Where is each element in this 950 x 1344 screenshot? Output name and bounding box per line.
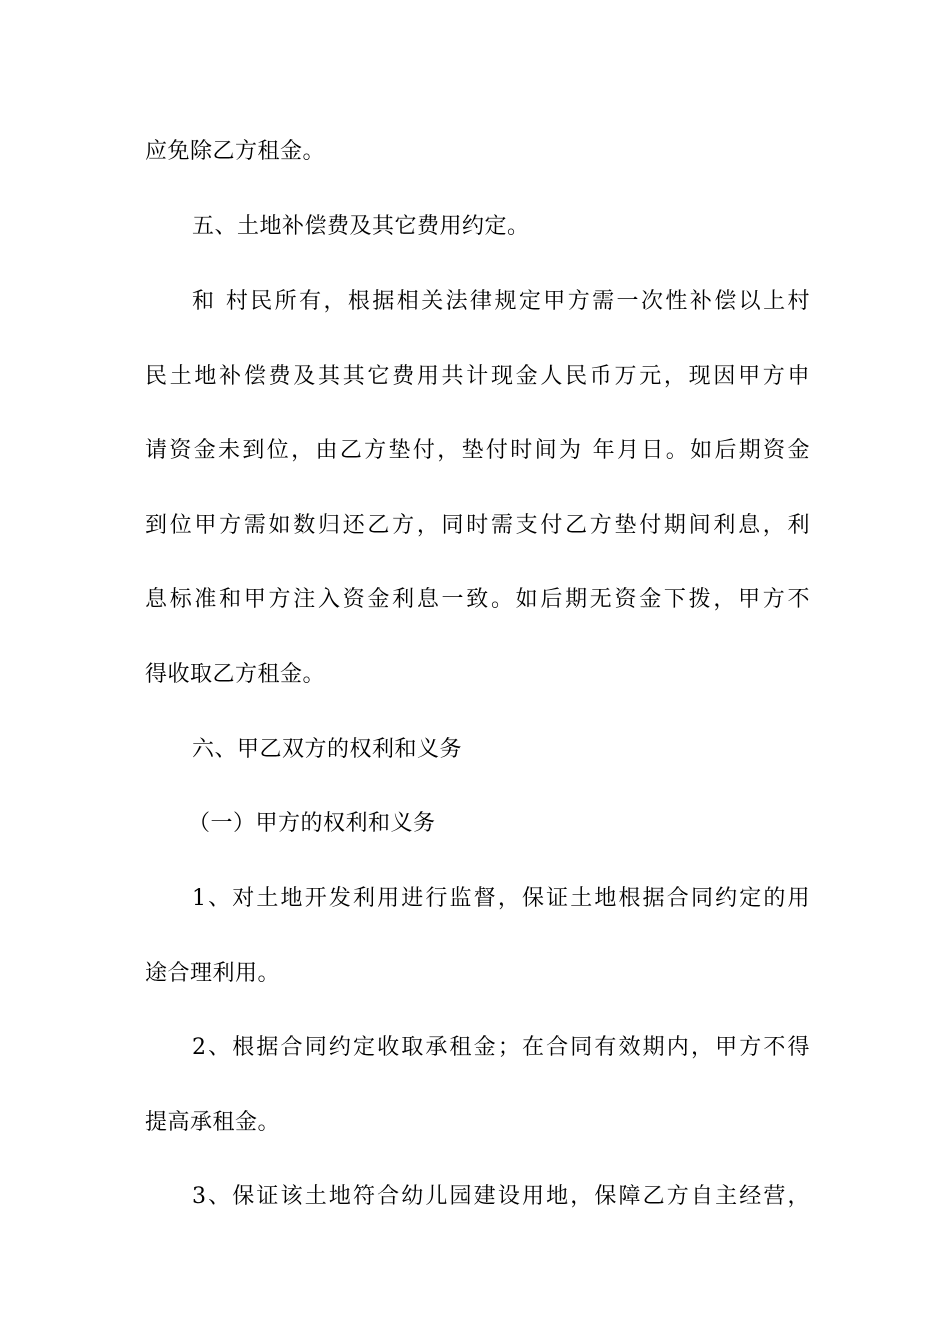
list-item-text: 3、保证该土地符合幼儿园建设用地，保障乙方自主经营， — [192, 1184, 810, 1209]
text-line: 途合理利用。 — [145, 961, 281, 986]
text-line: 得收取乙方租金。 — [145, 662, 326, 687]
subsection-heading: （一）甲方的权利和义务 — [188, 811, 436, 836]
section-heading: 五、土地补偿费及其它费用约定。 — [192, 214, 530, 239]
text-line: 提高承租金。 — [145, 1110, 281, 1135]
text-line: 和 村民所有，根据相关法律规定甲方需一次性补偿以上村 — [192, 289, 810, 314]
text-line: 请资金未到位，由乙方垫付，垫付时间为 年月日。如后期资金 — [145, 438, 810, 463]
section-heading: 六、甲乙双方的权利和义务 — [192, 737, 463, 762]
text-line: 到位甲方需如数归还乙方，同时需支付乙方垫付期间利息，利 — [145, 513, 810, 538]
list-item-text: 1、对土地开发利用进行监督，保证土地根据合同约定的用 — [192, 886, 810, 911]
text-line: 民土地补偿费及其其它费用共计现金人民币万元，现因甲方申 — [145, 364, 810, 389]
text-line: 息标准和甲方注入资金利息一致。如后期无资金下拨，甲方不 — [145, 587, 810, 612]
text-line: 应免除乙方租金。 — [145, 139, 326, 164]
list-item-text: 2、根据合同约定收取承租金；在合同有效期内，甲方不得 — [192, 1035, 810, 1060]
